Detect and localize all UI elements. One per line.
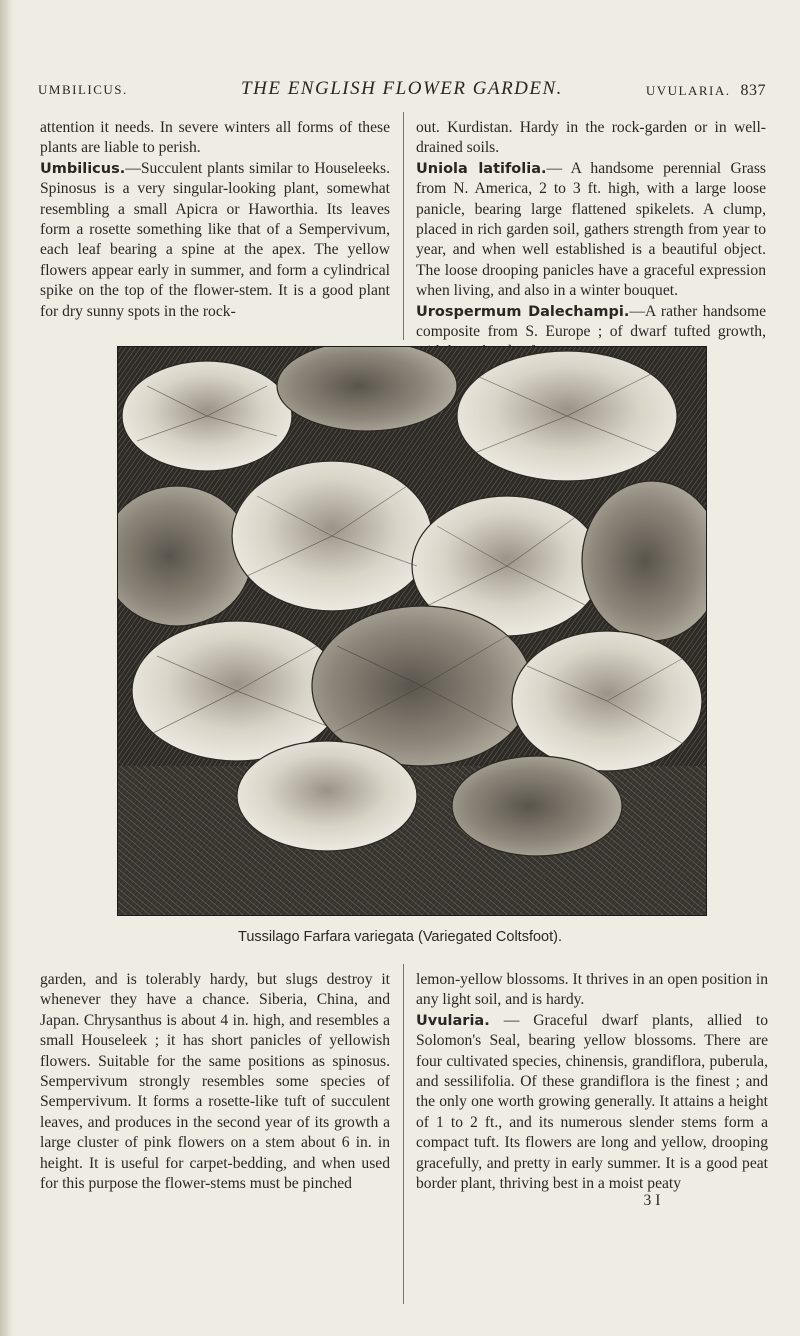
entry-body: — Graceful dwarf plants, allied to Solomon's Seal, bearing yellow blossoms. There are four cultivated species, chinensis, grandiflora, puberula, and sessilifolia. Of these grandiflora is the finest ; and the only one worth growing generally. It attains a height of 1 to 2 ft., and its numerous slender stems form a compact tuft. Its flowers are long and yellow, drooping gracefully, and pretty in early summer. It is a good peat border plant, thriving best in a moist peaty bbox=[416, 1011, 768, 1193]
paragraph: garden, and is tolerably hardy, but slugs destroy it whenever they have a chance. Siberia, China, and Japan. Chrysanthus is about 4 in. high, and resembles a small Houseleek ; it has short panicles of yellowish flowers. Suitable for the same positions as spinosus. Sempervivum strongly resembles some species of Sempervivum. It forms a rosette-like tuft of succulent leaves, and produces in the second year of its growth a large cluster of pink flowers on a stem about 6 in. in height. It is useful for carpet-bedding, and when used for this purpose the flower-stems must be pinched bbox=[40, 971, 390, 1193]
column-divider bbox=[403, 964, 404, 1304]
paragraph: lemon-yellow blossoms. It thrives in an open position in any light soil, and is hardy. bbox=[416, 971, 768, 1009]
signature-mark: 3 I bbox=[643, 1192, 661, 1210]
paragraph-uniola bbox=[416, 159, 766, 302]
paragraph: out. Kurdistan. Hardy in the rock-garden or in well-drained soils. bbox=[416, 119, 766, 157]
entry-heading: Umbilicus. bbox=[40, 160, 126, 177]
entry-body: —Succulent plants similar to Houseleeks. Spinosus is a very singular-looking plant, somewhat resembling a small Apicra or Haworthia. Its leaves form a rosette something like that of a Sempervivum, each leaf bearing a spine at the apex. The yellow flowers appear early in summer, and form a cylindrical spike on the top of the flower-stem. It is a good plant for dry sunny spots in the rock- bbox=[40, 159, 390, 320]
running-header bbox=[38, 78, 766, 102]
paragraph-uvularia bbox=[416, 1011, 768, 1195]
page-number: 837 bbox=[740, 82, 766, 99]
header-section: UVULARIA. bbox=[645, 83, 731, 98]
column-top-right bbox=[416, 118, 766, 363]
column-top-left bbox=[40, 118, 390, 322]
paragraph-umbilicus bbox=[40, 159, 390, 322]
entry-heading: Uniola latifolia. bbox=[416, 160, 547, 177]
figure-caption: Tussilago Farfara variegata (Variegated Coltsfoot). bbox=[238, 929, 562, 945]
entry-body: —A rather handsome composite from S. Europe ; of dwarf tufted growth, bbox=[416, 302, 766, 341]
header-right bbox=[646, 82, 766, 100]
header-left: UMBILICUS. bbox=[38, 82, 128, 97]
column-divider bbox=[403, 112, 404, 340]
entry-heading: Urospermum Dalechampi. bbox=[416, 303, 630, 320]
header-title: THE ENGLISH FLOWER GARDEN. bbox=[241, 78, 563, 99]
paragraph: attention it needs. In severe winters all forms of these plants are liable to perish. bbox=[40, 119, 390, 157]
page-edge bbox=[0, 0, 14, 1336]
entry-heading: Uvularia. bbox=[416, 1012, 490, 1029]
column-bottom-right bbox=[416, 970, 768, 1212]
engraving-illustration bbox=[117, 346, 707, 916]
column-bottom-left bbox=[40, 970, 390, 1194]
entry-body: — A handsome perennial Grass from N. America, 2 to 3 ft. high, with a large loose panicle, bearing large flattened spikelets. A clump, placed in rich garden soil, gathers strength from year to year, and when well established is a beautiful object. The loose drooping panicles have a graceful expression when living, and also in a winter bouquet. bbox=[416, 159, 766, 300]
